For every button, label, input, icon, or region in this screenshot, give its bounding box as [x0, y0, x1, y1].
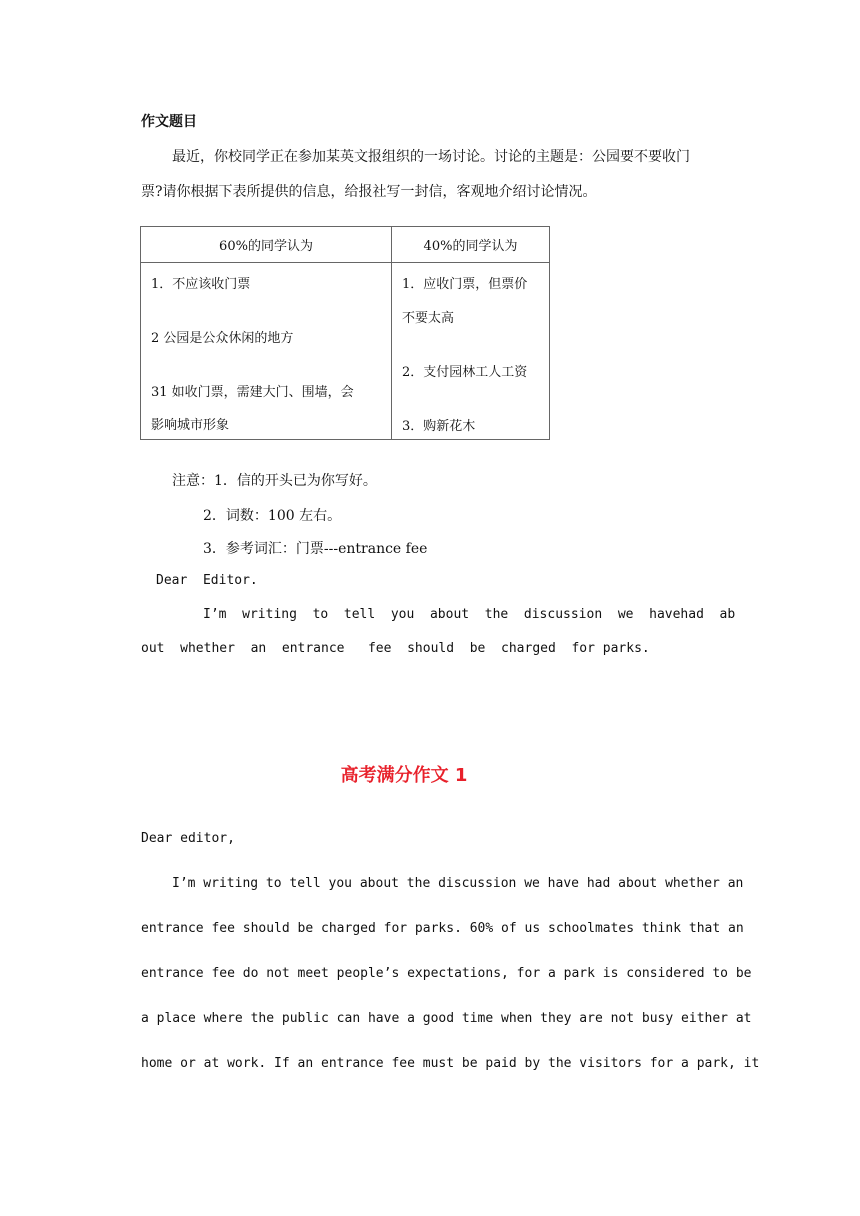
essay-line-4: a place where the public can have a good time when they are not busy either at	[141, 1011, 752, 1026]
letter-line-2: out whether an entrance fee should be charged for parks.	[141, 641, 650, 656]
left-item-3: 31 如收门票，需建大门、围墙，会	[151, 385, 354, 400]
right-item-4: 3．购新花木	[402, 419, 476, 434]
note-line-3: 3．参考词汇：门票---entrance fee	[203, 541, 428, 557]
opinion-table	[140, 226, 550, 440]
section-title: 作文题目	[141, 114, 197, 130]
note-line-2: 2．词数：100 左右。	[203, 508, 342, 524]
table-header-right: 40%的同学认为	[392, 227, 550, 263]
table-cell-left	[141, 263, 392, 440]
left-item-2: 2 公园是公众休闲的地方	[151, 331, 294, 346]
note-line-1: 注意：1．信的开头已为你写好。	[172, 473, 377, 489]
left-item-1: 1．不应该收门票	[151, 277, 251, 292]
letter-greeting: Dear Editor.	[156, 573, 258, 588]
right-item-1: 1．应收门票，但票价	[402, 277, 528, 292]
essay-title: 高考满分作文 1	[340, 765, 468, 786]
essay-line-2: entrance fee should be charged for parks. 60% of us schoolmates think that an	[141, 921, 744, 936]
left-item-4: 影响城市形象	[151, 418, 230, 433]
prompt-line-1: 最近，你校同学正在参加某英文报组织的一场讨论。讨论的主题是：公园要不要收门	[172, 149, 690, 165]
essay-line-1: I’m writing to tell you about the discussion we have had about whether an	[172, 876, 744, 891]
letter-line-1: I’m writing to tell you about the discussion we havehad ab	[203, 607, 736, 622]
essay-greeting: Dear editor,	[141, 831, 235, 846]
essay-line-5: home or at work. If an entrance fee must be paid by the visitors for a park, it	[141, 1056, 760, 1071]
right-item-3: 2．支付园林工人工资	[402, 365, 528, 380]
right-item-2: 不要太高	[402, 311, 455, 326]
table-header-left: 60%的同学认为	[141, 227, 392, 263]
table-cell-right	[392, 263, 550, 440]
essay-line-3: entrance fee do not meet people’s expectations, for a park is considered to be	[141, 966, 752, 981]
prompt-line-2: 票?请你根据下表所提供的信息，给报社写一封信，客观地介绍讨论情况。	[141, 184, 597, 200]
